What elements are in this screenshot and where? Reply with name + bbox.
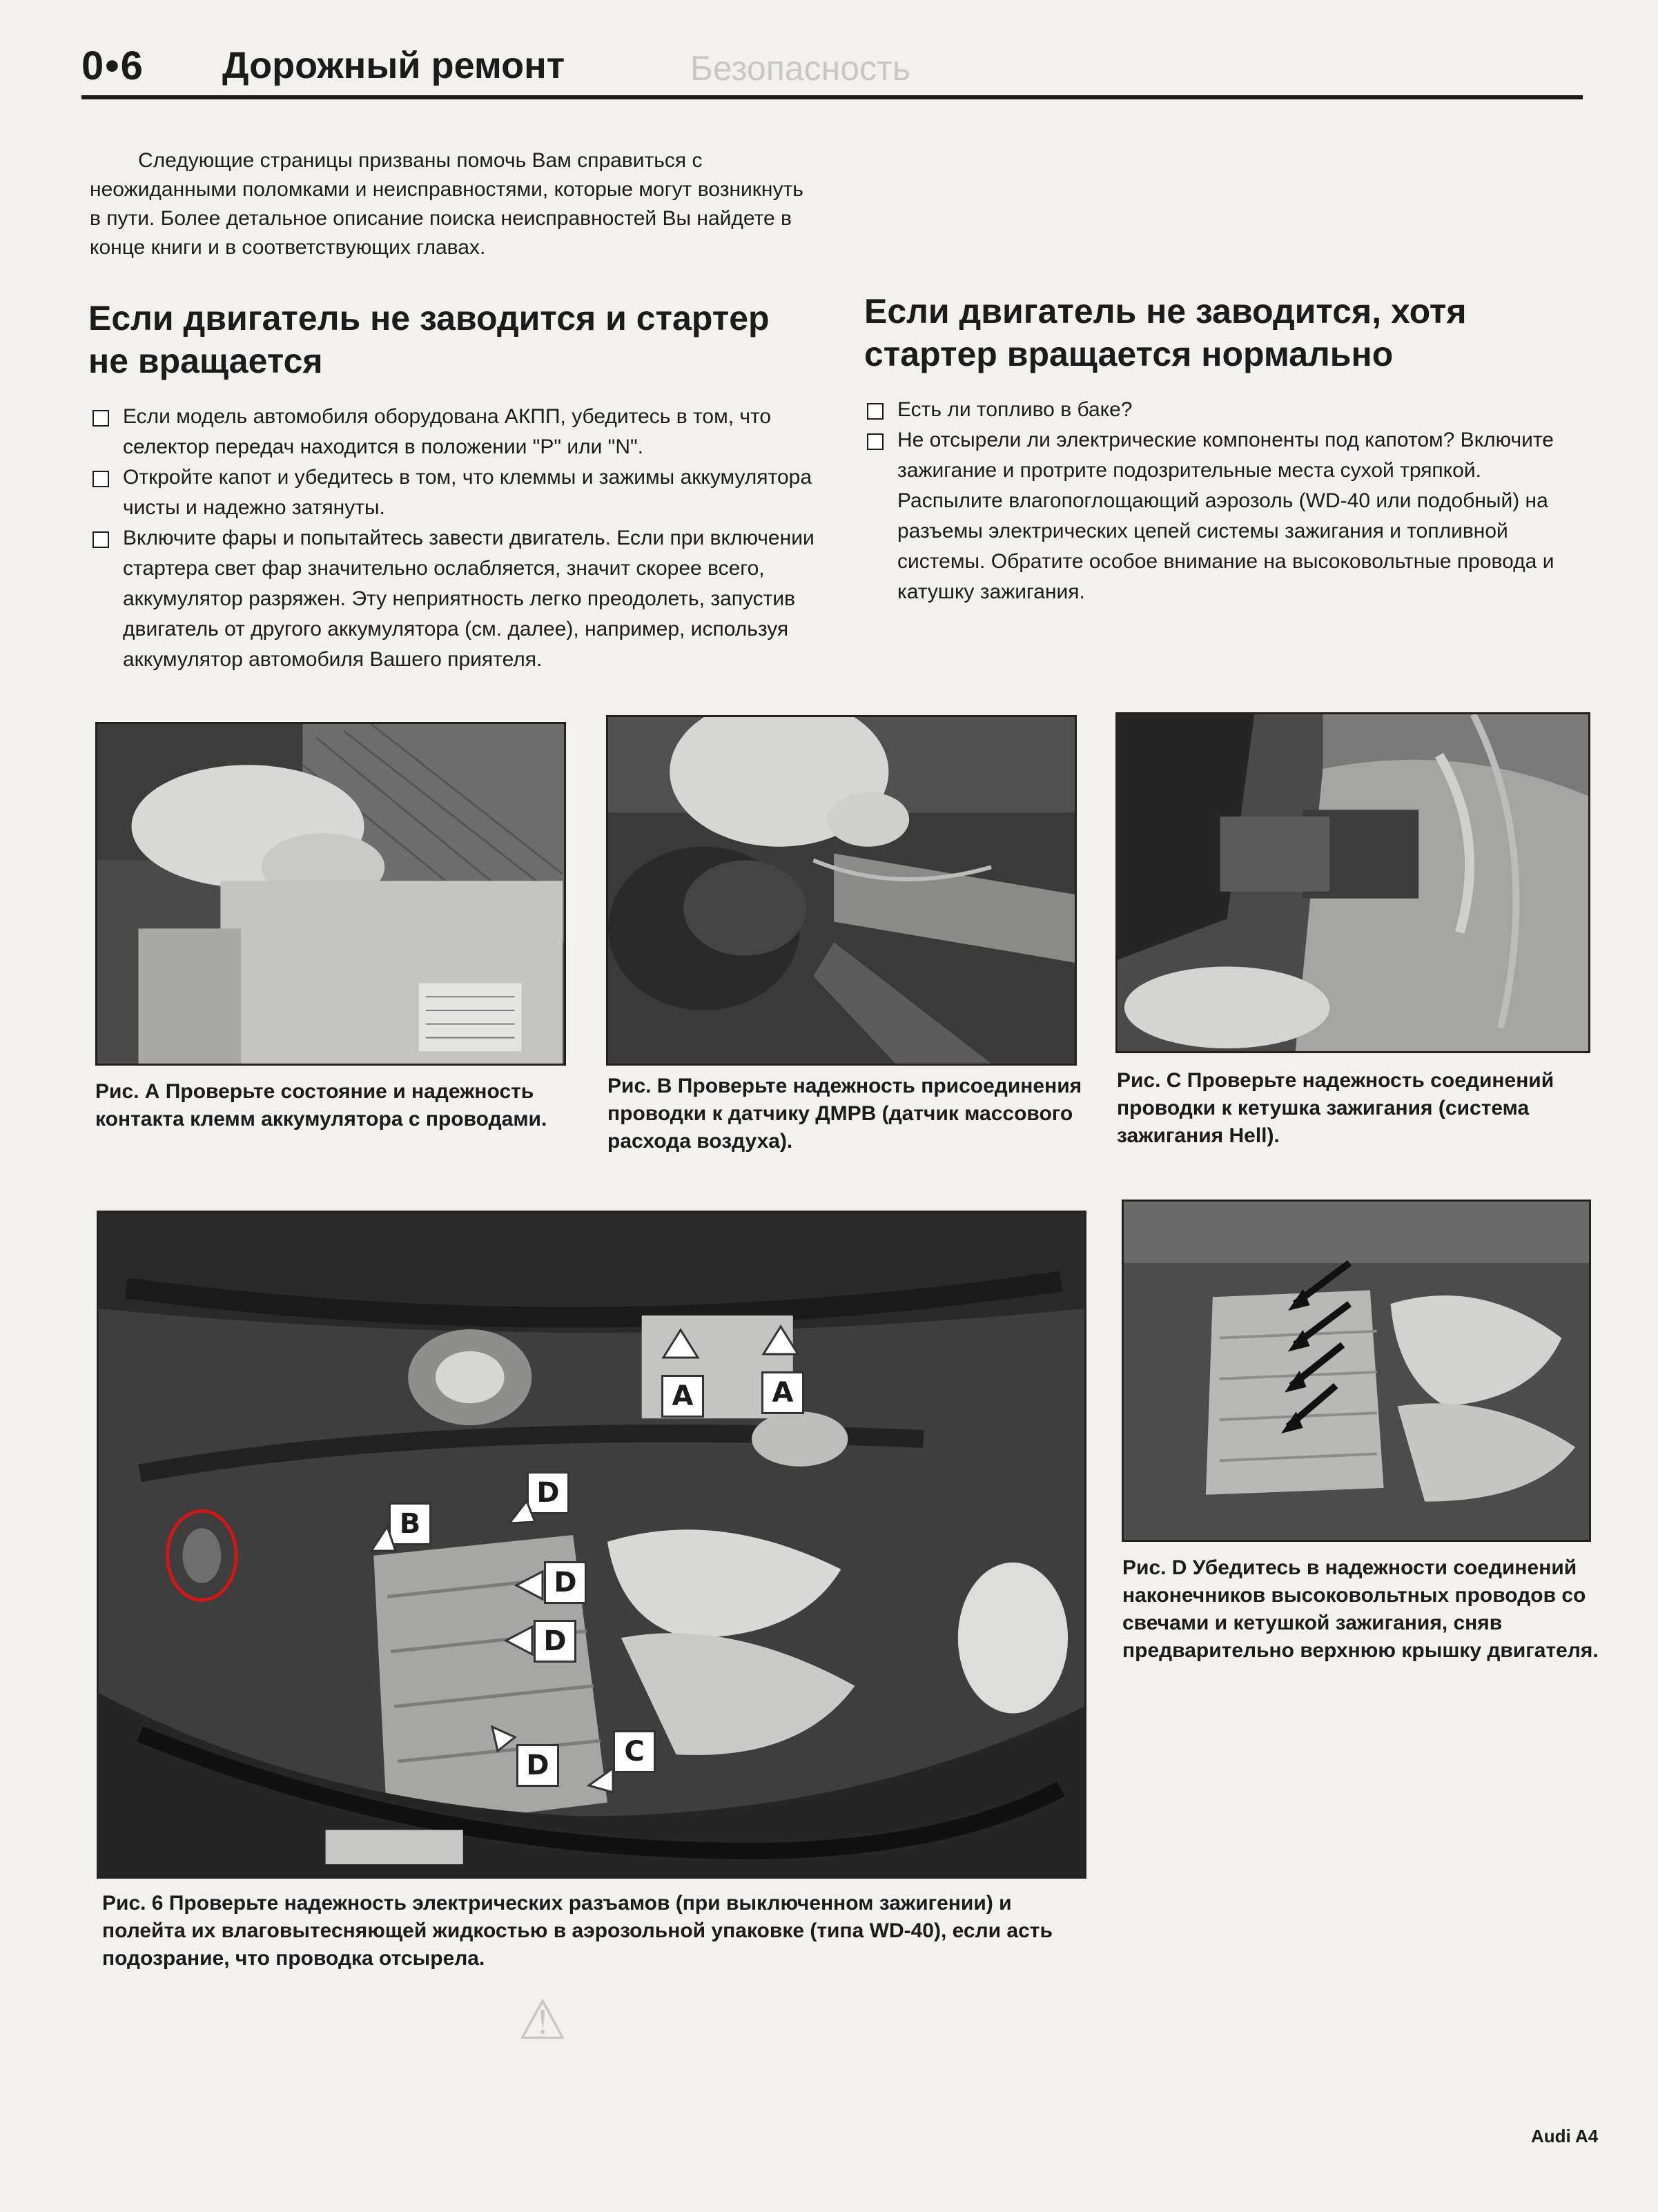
figure-b-caption: Рис. В Проверьте надежность присоединения проводки к датчику ДМРВ (датчик массового расхода воздуха). <box>607 1075 1082 1153</box>
marker-d: D <box>516 1744 559 1787</box>
right-section-heading: Если двигатель не заводится, хотя стартер вращается нормально <box>864 292 1467 373</box>
marker-d: D <box>534 1620 576 1663</box>
arrow-icon <box>371 1527 396 1551</box>
arrow-icon <box>663 1330 698 1358</box>
intro-paragraph: Следующие страницы призваны помочь Вам справиться с неожиданными поломками и неисправностями, которые могут возникнуть в пути. Более детальное описание поиска неисправностей Вы найдете в конце книги и в соответствующих главах. <box>90 149 803 259</box>
arrow-icon <box>589 1768 613 1792</box>
checkbox-icon <box>92 410 109 427</box>
left-checklist-item: Включите фары и попытайтесь завести двигатель. Если при включении стартера свет фар значительно ослабляется, значит скорее всего, аккумулятор разряжен. Эту неприятность легко преодолеть, запустив двигатель от другого аккумулятора (см. далее), например, используя аккумулятор автомобиля Вашего приятеля. <box>90 523 815 675</box>
photo-battery-terminals <box>95 722 566 1066</box>
bleed-through-warning-icon: ⚠ <box>518 1989 567 2050</box>
checkbox-icon <box>867 433 884 450</box>
figure-d-caption: Рис. D Убедитесь в надежности соединений наконечников высоковольтных проводов со свечами и кетушкой зажигания, сняв предварительно верхнюю крышку двигателя. <box>1122 1556 1599 1662</box>
arrow-icon <box>506 1627 532 1654</box>
footer-brand: Audi A4 <box>1531 2126 1599 2146</box>
marker-a: A <box>761 1371 804 1414</box>
right-checklist-item: Есть ли топливо в баке? <box>864 395 1589 425</box>
checkbox-icon <box>92 471 109 487</box>
right-checklist <box>864 395 1589 607</box>
page-title: Дорожный ремонт <box>222 45 565 86</box>
arrow-icon <box>492 1727 515 1751</box>
photo-engine-bay <box>97 1211 1086 1879</box>
page-number: 0•6 <box>81 43 144 88</box>
marker-b: B <box>389 1503 431 1545</box>
photo-ignition-coil <box>1115 712 1590 1053</box>
arrow-icon <box>763 1327 798 1354</box>
figure-a-caption: Рис. А Проверьте состояние и надежность контакта клемм аккумулятора с проводами. <box>95 1080 547 1131</box>
figure-c-caption: Рис. C Проверьте надежность соединений проводки к кетушка зажигания (система зажигания Hell). <box>1117 1069 1554 1147</box>
photo-ht-leads <box>1122 1200 1591 1542</box>
arrow-icon <box>516 1572 543 1599</box>
left-checklist-item: Если модель автомобиля оборудована АКПП, убедитесь в том, что селектор передач находится в положении "P" или "N". <box>90 402 815 462</box>
checkbox-icon <box>867 403 884 420</box>
photo-maf-sensor <box>606 715 1077 1066</box>
bleed-through-text: Безопасность <box>690 49 910 88</box>
marker-d: D <box>527 1471 569 1514</box>
left-checklist-item: Откройте капот и убедитесь в том, что клеммы и зажимы аккумулятора чисты и надежно затянуты. <box>90 462 815 523</box>
marker-arrows <box>99 1213 1086 1879</box>
figure-6-caption: Рис. 6 Проверьте надежность электрических разъамов (при выключенном зажигении) и полейта их влаговытесняющей жидкостью в аэрозольной упаковке (типа WD-40), если асть подозрание, что проводка отсырела. <box>102 1892 1053 1970</box>
arrow-icon <box>509 1501 535 1523</box>
marker-d: D <box>544 1561 587 1604</box>
right-checklist-item: Не отсырели ли электрические компоненты под капотом? Включите зажигание и протрите подозрительные места сухой тряпкой. Распылите влагопоглощающий аэрозоль (WD-40 или подобный) на разъемы электрических цепей системы зажигания и топливной системы. Обратите особое внимание на высоковольтные провода и катушку зажигания. <box>864 425 1589 607</box>
left-section-heading: Если двигатель не заводится и стартер не вращается <box>88 299 770 380</box>
marker-c: C <box>613 1730 656 1773</box>
header-divider <box>81 95 1583 99</box>
marker-a: A <box>661 1375 704 1418</box>
checkbox-icon <box>92 531 109 548</box>
left-checklist <box>90 402 815 675</box>
